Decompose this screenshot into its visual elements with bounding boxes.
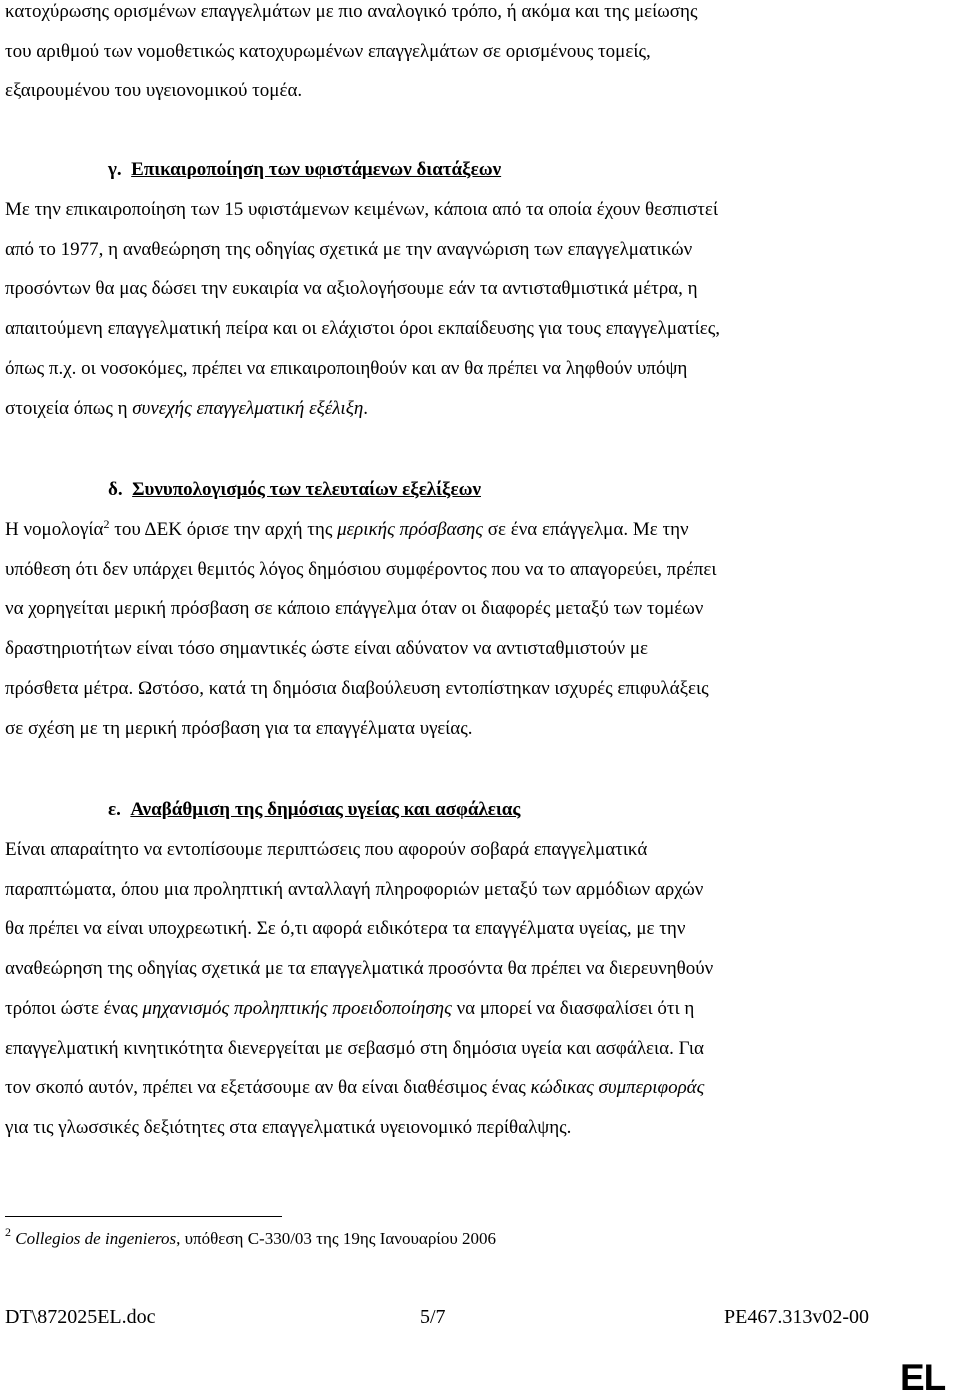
section-e-title: Αναβάθμιση της δημόσιας υγείας και ασφάλειας xyxy=(130,799,521,820)
text-line: Με την επικαιροποίηση των 15 υφιστάμενων κειμένων, κάποια από τα οποία έχουν θεσπιστεί xyxy=(5,199,718,220)
footnote-reference: 2 xyxy=(103,517,110,531)
footnote-text: , υπόθεση C-330/03 της 19ης Ιανουαρίου 2006 xyxy=(176,1229,497,1248)
section-c-letter: γ. xyxy=(108,159,122,180)
text-fragment: τον σκοπό αυτόν, πρέπει να εξετάσουμε αν θα είναι διαθέσιμος ένας xyxy=(5,1077,531,1099)
section-e-heading xyxy=(108,790,520,830)
footer-page-number: 5/7 xyxy=(420,1306,446,1328)
text-line: για τις γλωσσικές δεξιότητες στα επαγγελματικά υγειονομικό περίθαλψης. xyxy=(5,1116,572,1138)
text-line xyxy=(5,1068,875,1108)
section-d-title: Συνυπολογισμός των τελευταίων εξελίξεων xyxy=(132,479,481,500)
text-fragment: σε ένα επάγγελμα. Με την xyxy=(483,519,689,540)
text-line xyxy=(5,989,875,1029)
footnote xyxy=(5,1225,497,1250)
text-line: πρόσθετα μέτρα. Ωστόσο, κατά τη δημόσια διαβούλευση εντοπίστηκαν ισχυρές επιφυλάξεις xyxy=(5,677,709,699)
text-line: υπόθεση ότι δεν υπάρχει θεμιτός λόγος δημόσιου συμφέροντος που να το απαγορεύει, πρέπει xyxy=(5,558,717,580)
section-d-letter: δ. xyxy=(108,479,123,500)
italic-term: κώδικας συμπεριφοράς xyxy=(530,1077,705,1099)
text-line: όπως π.χ. οι νοσοκόμες, πρέπει να επικαιροποιηθούν και αν θα πρέπει να ληφθούν υπόψη xyxy=(5,357,688,379)
language-badge: EL xyxy=(900,1357,946,1398)
footer-doc-ref: DT\872025EL.doc xyxy=(5,1306,156,1328)
text-line: σε σχέση με τη μερική πρόσβαση για τα επαγγέλματα υγείας. xyxy=(5,717,473,739)
text-fragment: τρόποι ώστε ένας xyxy=(5,997,143,1019)
text-line: απαιτούμενη επαγγελματική πείρα και οι ελάχιστοι όροι εκπαίδευσης για τους επαγγελματίες, xyxy=(5,318,721,340)
text-line xyxy=(5,389,875,429)
text-line: από το 1977, η αναθεώρηση της οδηγίας σχετικά με την αναγνώριση των επαγγελματικών xyxy=(5,238,693,260)
top-paragraph xyxy=(5,0,875,111)
section-c-title: Επικαιροποίηση των υφιστάμενων διατάξεων xyxy=(131,159,502,180)
text-line: παραπτώματα, όπου μια προληπτική ανταλλαγή πληροφοριών μεταξύ των αρμόδιων αρχών xyxy=(5,878,704,900)
italic-term: μηχανισμός προληπτικής προειδοποίησης xyxy=(142,997,452,1019)
text-line: δραστηριοτήτων είναι τόσο σημαντικές ώστε είναι αδύνατον να αντισταθμιστούν με xyxy=(5,638,649,660)
section-e-paragraph xyxy=(5,830,875,1148)
text-fragment: στοιχεία όπως η xyxy=(5,397,133,419)
text-line: κατοχύρωσης ορισμένων επαγγελμάτων με πιο αναλογικό τρόπο, ή ακόμα και της μείωσης xyxy=(5,1,698,22)
text-line: επαγγελματική κινητικότητα διενεργείται με σεβασμό στη δημόσια υγεία και ασφάλεια. Για xyxy=(5,1037,704,1059)
footnote-case-name: Collegios de ingenieros xyxy=(15,1229,177,1248)
section-d-heading xyxy=(108,470,481,510)
text-line: του αριθμού των νομοθετικώς κατοχυρωμένων επαγγελμάτων σε ορισμένους τομείς, xyxy=(5,40,651,62)
italic-term: συνεχής επαγγελματική εξέλιξη xyxy=(132,397,364,419)
text-fragment: του ΔΕΚ όρισε την αρχή της xyxy=(109,519,338,540)
text-line: εξαιρουμένου του υγειονομικού τομέα. xyxy=(5,80,303,102)
section-c-heading xyxy=(108,150,501,190)
italic-term: μερικής πρόσβασης xyxy=(337,519,483,540)
footnote-number: 2 xyxy=(5,1225,11,1239)
section-d-paragraph xyxy=(5,510,875,748)
text-line: θα πρέπει να είναι υποχρεωτική. Σε ό,τι αφορά ειδικότερα τα επαγγέλματα υγείας, με την xyxy=(5,918,686,940)
text-line: αναθεώρηση της οδηγίας σχετικά με τα επαγγελματικά προσόντα θα πρέπει να διερευνηθούν xyxy=(5,958,714,980)
section-c-paragraph xyxy=(5,190,875,428)
text-fragment: να μπορεί να διασφαλίσει ότι η xyxy=(451,997,695,1019)
section-e-letter: ε. xyxy=(108,799,121,820)
text-line: να χορηγείται μερική πρόσβαση σε κάποιο επάγγελμα όταν οι διαφορές μεταξύ των τομέων xyxy=(5,598,704,620)
footer-pe-ref: PE467.313v02-00 xyxy=(724,1306,869,1328)
text-fragment: Η νομολογία xyxy=(5,519,104,540)
footnote-separator xyxy=(5,1216,282,1217)
text-line xyxy=(5,510,875,550)
text-fragment: . xyxy=(363,397,369,419)
text-line: Είναι απαραίτητο να εντοπίσουμε περιπτώσεις που αφορούν σοβαρά επαγγελματικά xyxy=(5,839,648,860)
text-line: προσόντων θα μας δώσει την ευκαιρία να αξιολογήσουμε εάν τα αντισταθμιστικά μέτρα, η xyxy=(5,278,698,300)
